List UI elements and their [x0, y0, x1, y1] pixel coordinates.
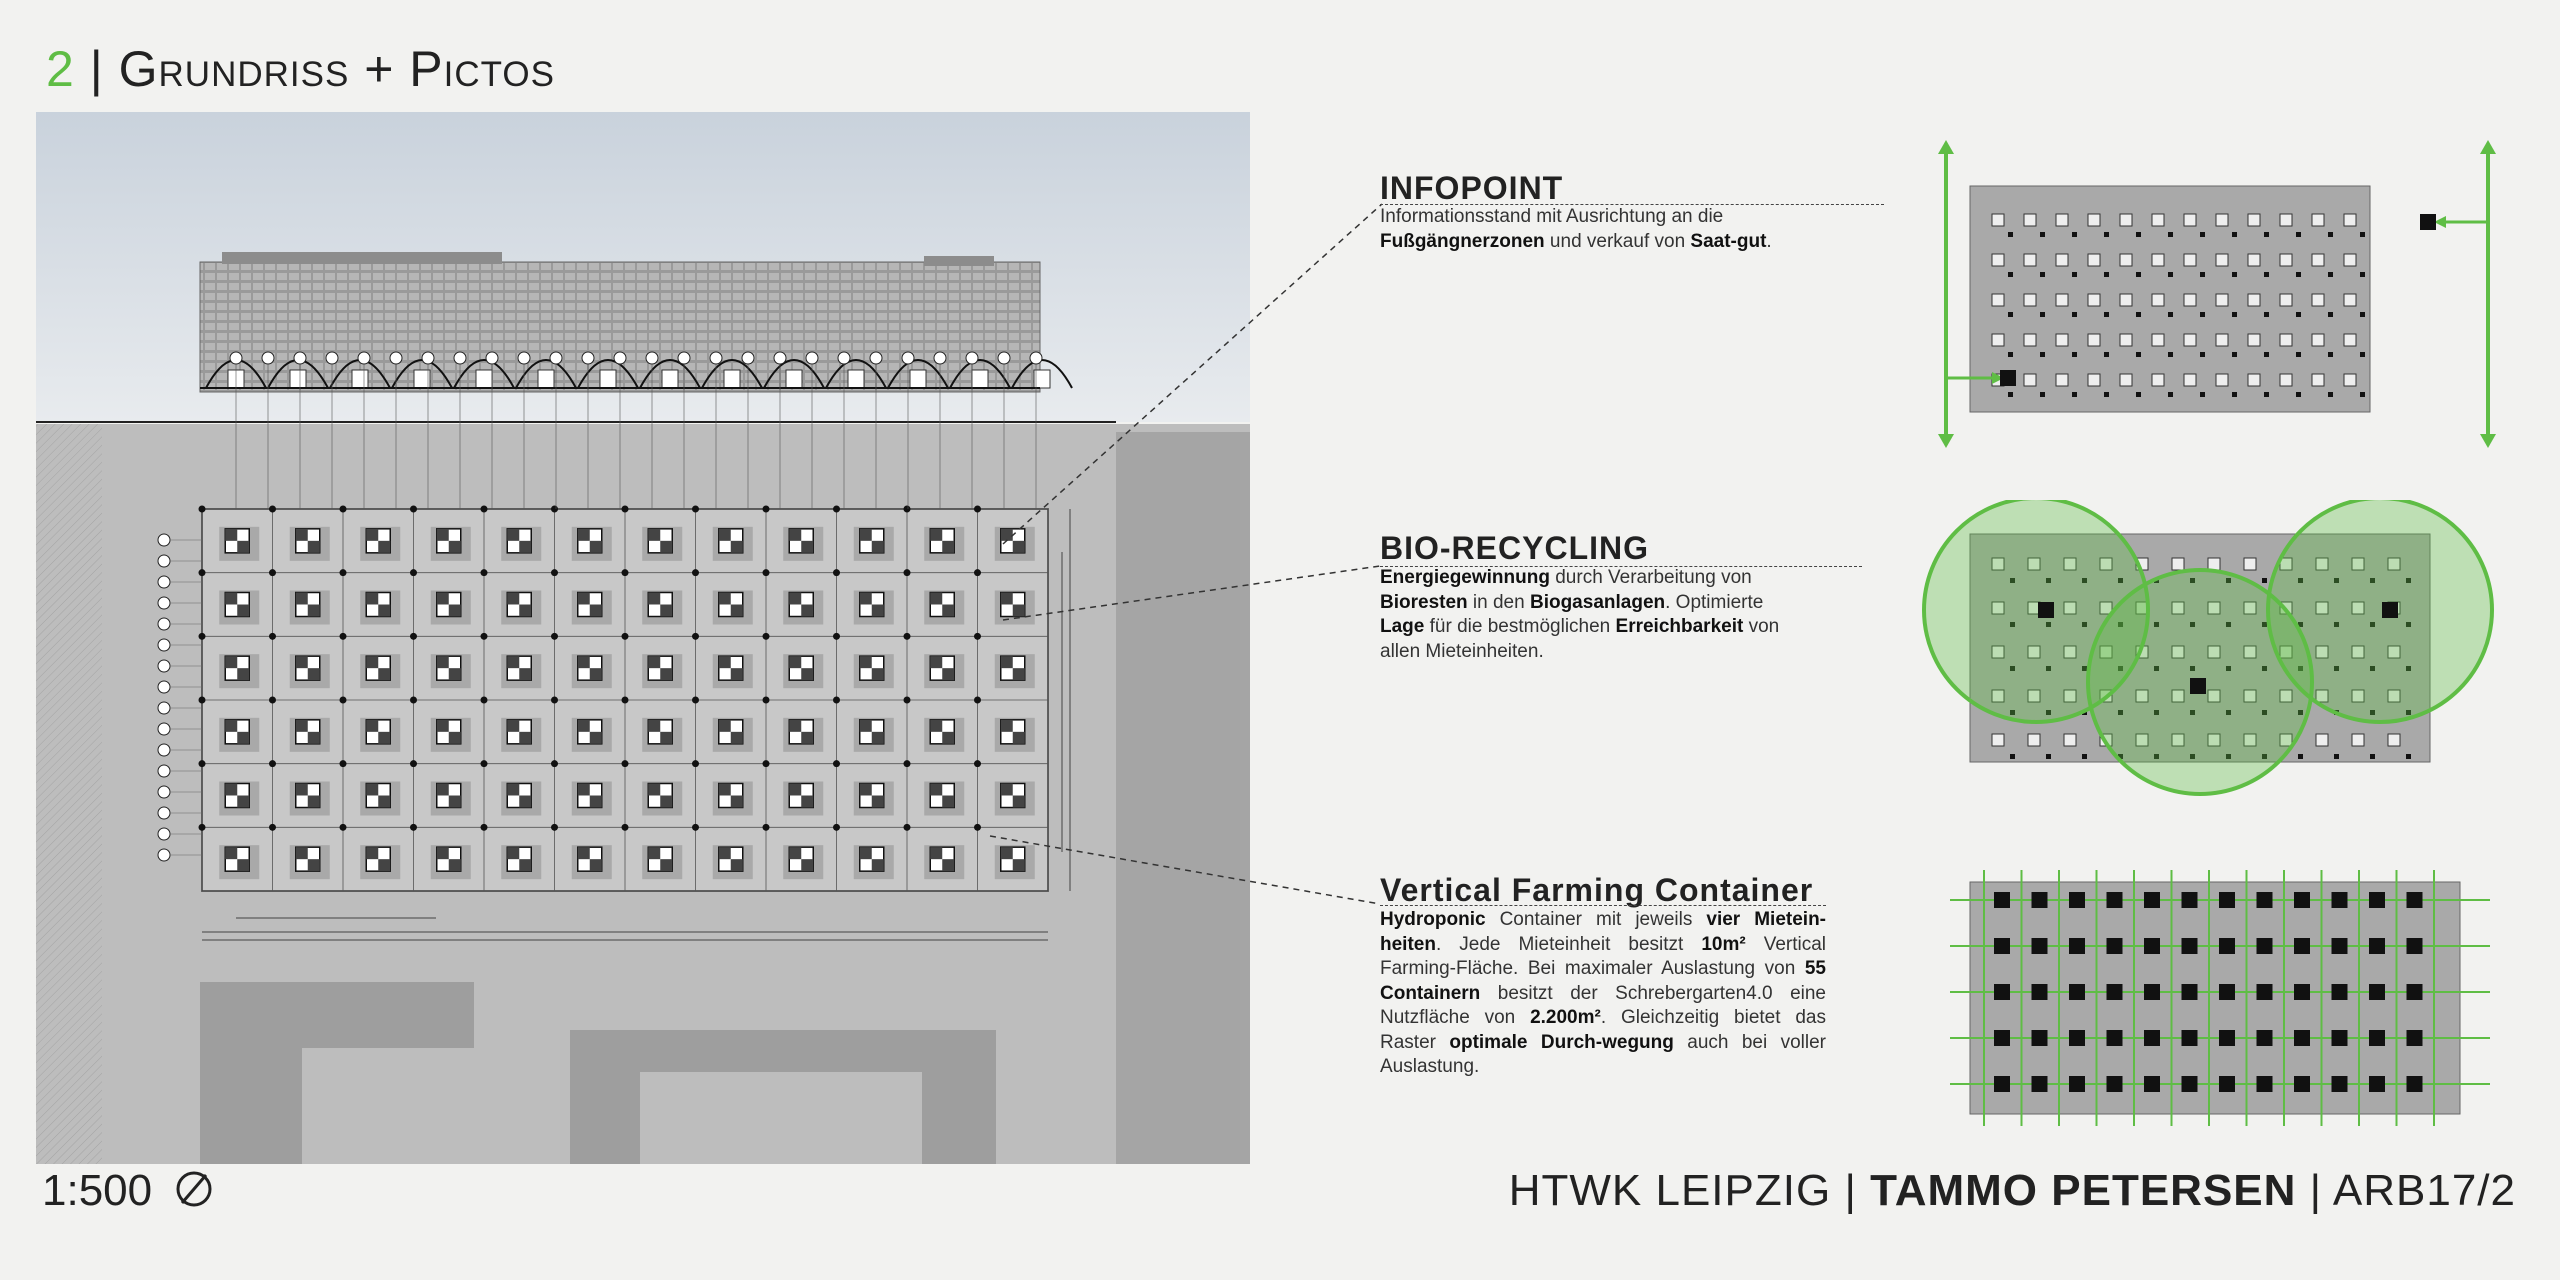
author-name: TAMMO PETERSEN [1870, 1166, 2297, 1215]
body-run: auch bei voller Auslastung. [1380, 1031, 1826, 1077]
title-separator: | [89, 41, 104, 97]
section-divider [1380, 905, 1826, 906]
title-text: Grundriss + Pictos [118, 41, 555, 97]
body-run: Energiegewinnung [1380, 567, 1550, 588]
bio-recycling-pictogram [1920, 500, 2500, 800]
body-run: durch Verarbeitung von [1549, 567, 1752, 588]
body-run: Informationsstand mit Ausrichtung an die [1380, 206, 1724, 227]
scale-text: 1:500 [42, 1166, 153, 1215]
scale-label [42, 1166, 214, 1216]
body-run: in den [1467, 591, 1530, 613]
section-body-infopoint [1380, 205, 1780, 254]
body-run: für die bestmöglichen [1424, 616, 1616, 637]
body-run: Fußgängnerzonen [1380, 230, 1545, 252]
body-run: 55 Containern [1380, 958, 1826, 1004]
section-title-vertical-farming: Vertical Farming Container [1380, 872, 1814, 908]
course-code: ARB17/2 [2332, 1166, 2516, 1215]
section-title-bio-recycling: BIO-RECYCLING [1380, 530, 1649, 566]
footer-separator: | [1844, 1166, 1857, 1215]
body-run: von allen Mieteinheiten. [1380, 616, 1780, 662]
body-run: Bioresten [1380, 591, 1468, 613]
body-run: Hydroponic [1380, 909, 1486, 930]
body-run: optimale Durch-wegung [1449, 1031, 1674, 1053]
body-run: Biogasanlagen [1529, 591, 1666, 613]
section-title-infopoint: INFOPOINT [1380, 170, 1564, 206]
body-run: . Optimierte [1665, 591, 1764, 613]
infopoint-pictogram [1930, 140, 2510, 450]
body-run: besitzt der Schrebergarten4.0 eine Nutzfläche von [1380, 982, 1826, 1028]
body-run: 2.200m² [1530, 1007, 1601, 1028]
north-arrow-icon [174, 1169, 214, 1209]
body-run: Container mit jeweils [1485, 909, 1707, 930]
footer-separator: | [2309, 1166, 2323, 1215]
body-run: Saat-gut [1690, 230, 1767, 252]
section-body-bio-recycling [1380, 566, 1800, 664]
school-name: HTWK LEIPZIG [1508, 1166, 1832, 1215]
body-run: . Gleichzeitig bietet das Raster [1380, 1007, 1826, 1053]
section-body-vertical-farming [1380, 908, 1826, 1080]
body-run: Vertical Farming-Fläche. Bei maximaler Auslastung von [1380, 933, 1826, 979]
body-run: vier Mietein-heiten [1380, 909, 1826, 955]
page-number: 2 [46, 41, 75, 97]
body-run: . Jede Mieteinheit besitzt [1435, 933, 1702, 955]
footer-credits [1509, 1166, 2516, 1216]
body-run: Erreichbarkeit [1615, 616, 1744, 637]
body-run: . [1766, 230, 1772, 252]
body-run: Lage [1380, 616, 1425, 637]
body-run: 10m² [1701, 933, 1746, 955]
body-run: und verkauf von [1544, 230, 1691, 252]
vertical-farming-pictogram [1940, 858, 2500, 1138]
